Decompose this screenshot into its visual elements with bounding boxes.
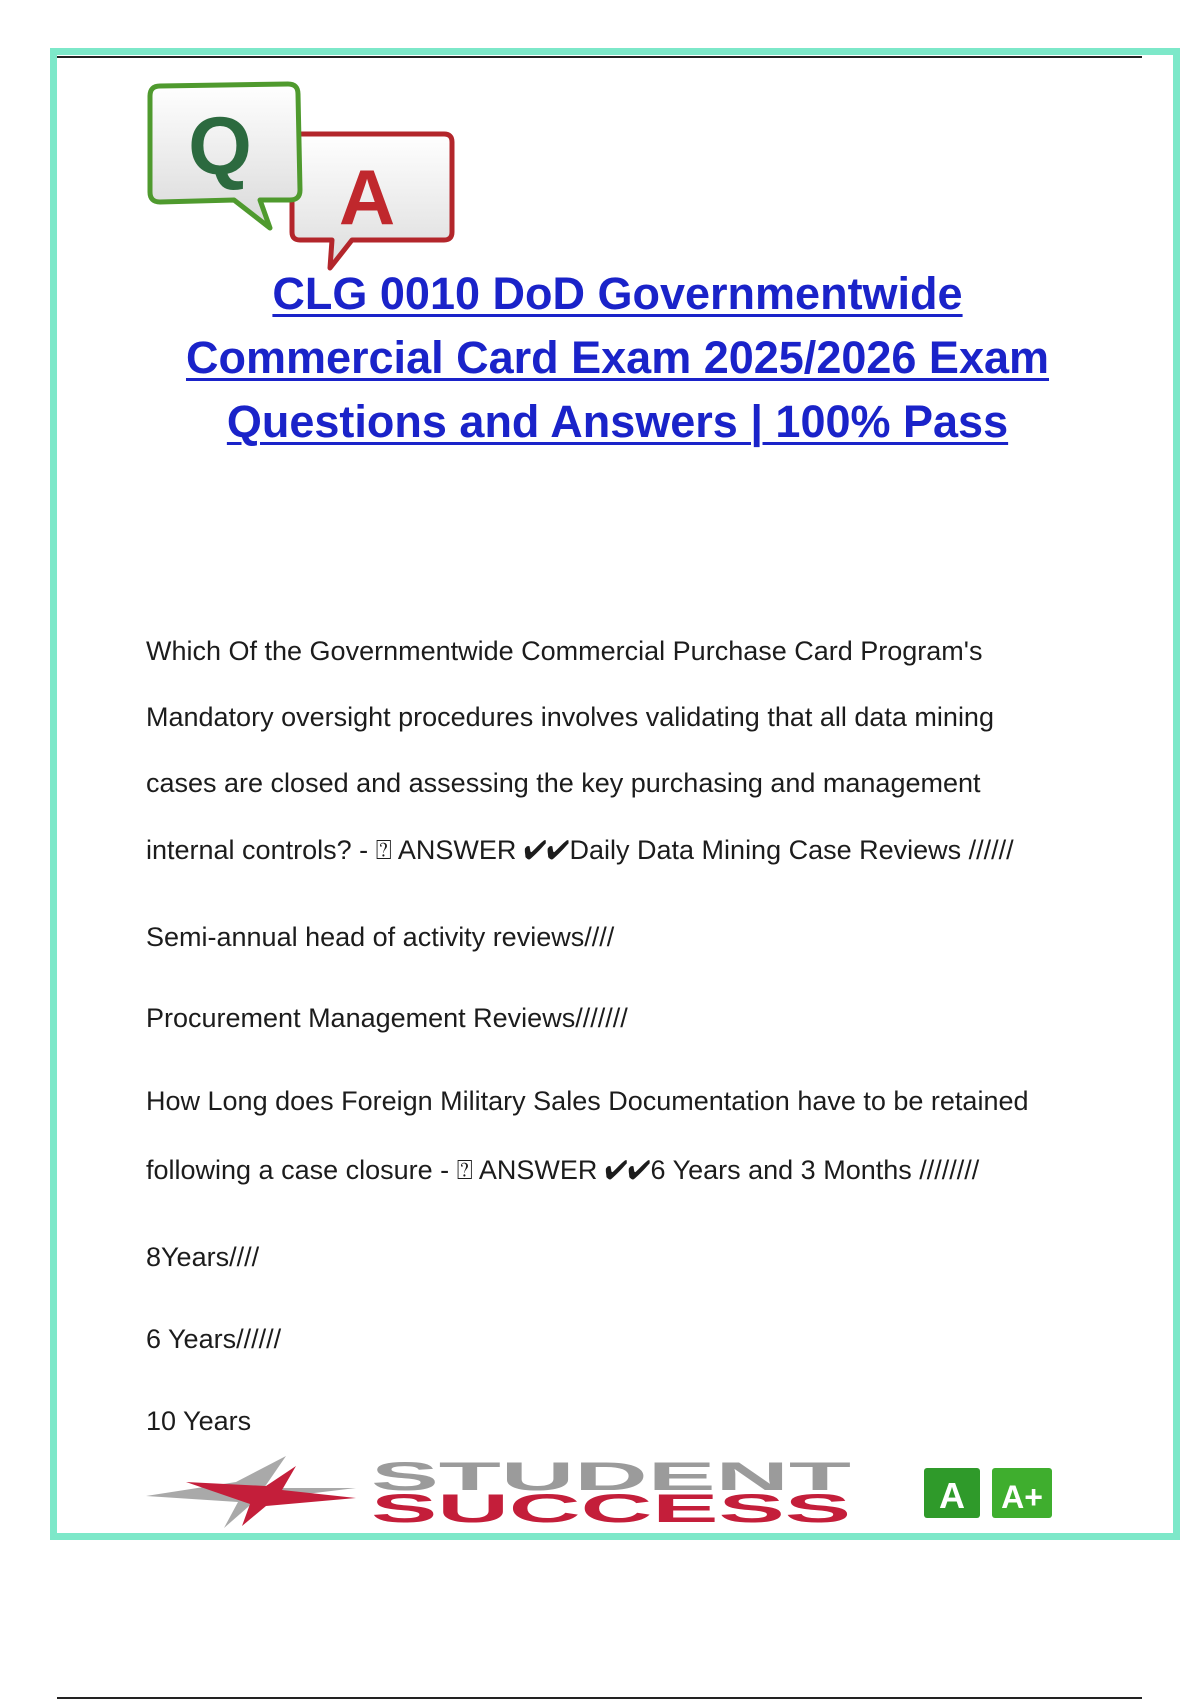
top-rule: [57, 56, 1142, 58]
badge-a-label: A: [939, 1475, 965, 1516]
logo-word-student: STUDENT: [371, 1455, 851, 1499]
question-letter: Q: [188, 101, 252, 192]
grade-badge-a-plus: [992, 1468, 1052, 1518]
logo-word-success: SUCCESS: [371, 1487, 851, 1528]
badge-a-plus-label: A+: [1001, 1479, 1043, 1515]
body-line: How Long does Foreign Military Sales Documentation have to be retained: [146, 1086, 1029, 1116]
grade-badge-a: [924, 1468, 980, 1518]
body-line: 6 Years//////: [146, 1324, 282, 1354]
qa-logo: [142, 72, 462, 272]
body-line: Procurement Management Reviews///////: [146, 1003, 628, 1033]
body-line: Semi-annual head of activity reviews////: [146, 922, 615, 952]
answer-bubble: [292, 134, 452, 268]
body-line: Mandatory oversight procedures involves validating that all data mining: [146, 702, 994, 732]
body-line: internal controls? - ⍰ ANSWER ✔✔Daily Data Mining Case Reviews //////: [146, 835, 1014, 865]
body-line: cases are closed and assessing the key purchasing and management: [146, 768, 981, 798]
document-title[interactable]: [120, 262, 1115, 454]
answer-letter: A: [338, 153, 396, 241]
body-line: Which Of the Governmentwide Commercial Purchase Card Program's: [146, 636, 983, 666]
title-line-1: CLG 0010 DoD Governmentwide: [272, 268, 963, 319]
student-success-logo: [146, 1452, 1066, 1528]
question-bubble: [150, 84, 300, 228]
title-line-2: Commercial Card Exam 2025/2026 Exam: [185, 332, 1050, 383]
title-line-3: Questions and Answers | 100% Pass: [226, 396, 1009, 447]
body-line: 10 Years: [146, 1406, 252, 1436]
star-swoosh-icon: [146, 1456, 356, 1528]
body-line: following a case closure - ⍰ ANSWER ✔✔6 Years and 3 Months ////////: [146, 1155, 980, 1185]
body-line: 8Years////: [146, 1242, 260, 1272]
bottom-rule: [57, 1697, 1142, 1699]
